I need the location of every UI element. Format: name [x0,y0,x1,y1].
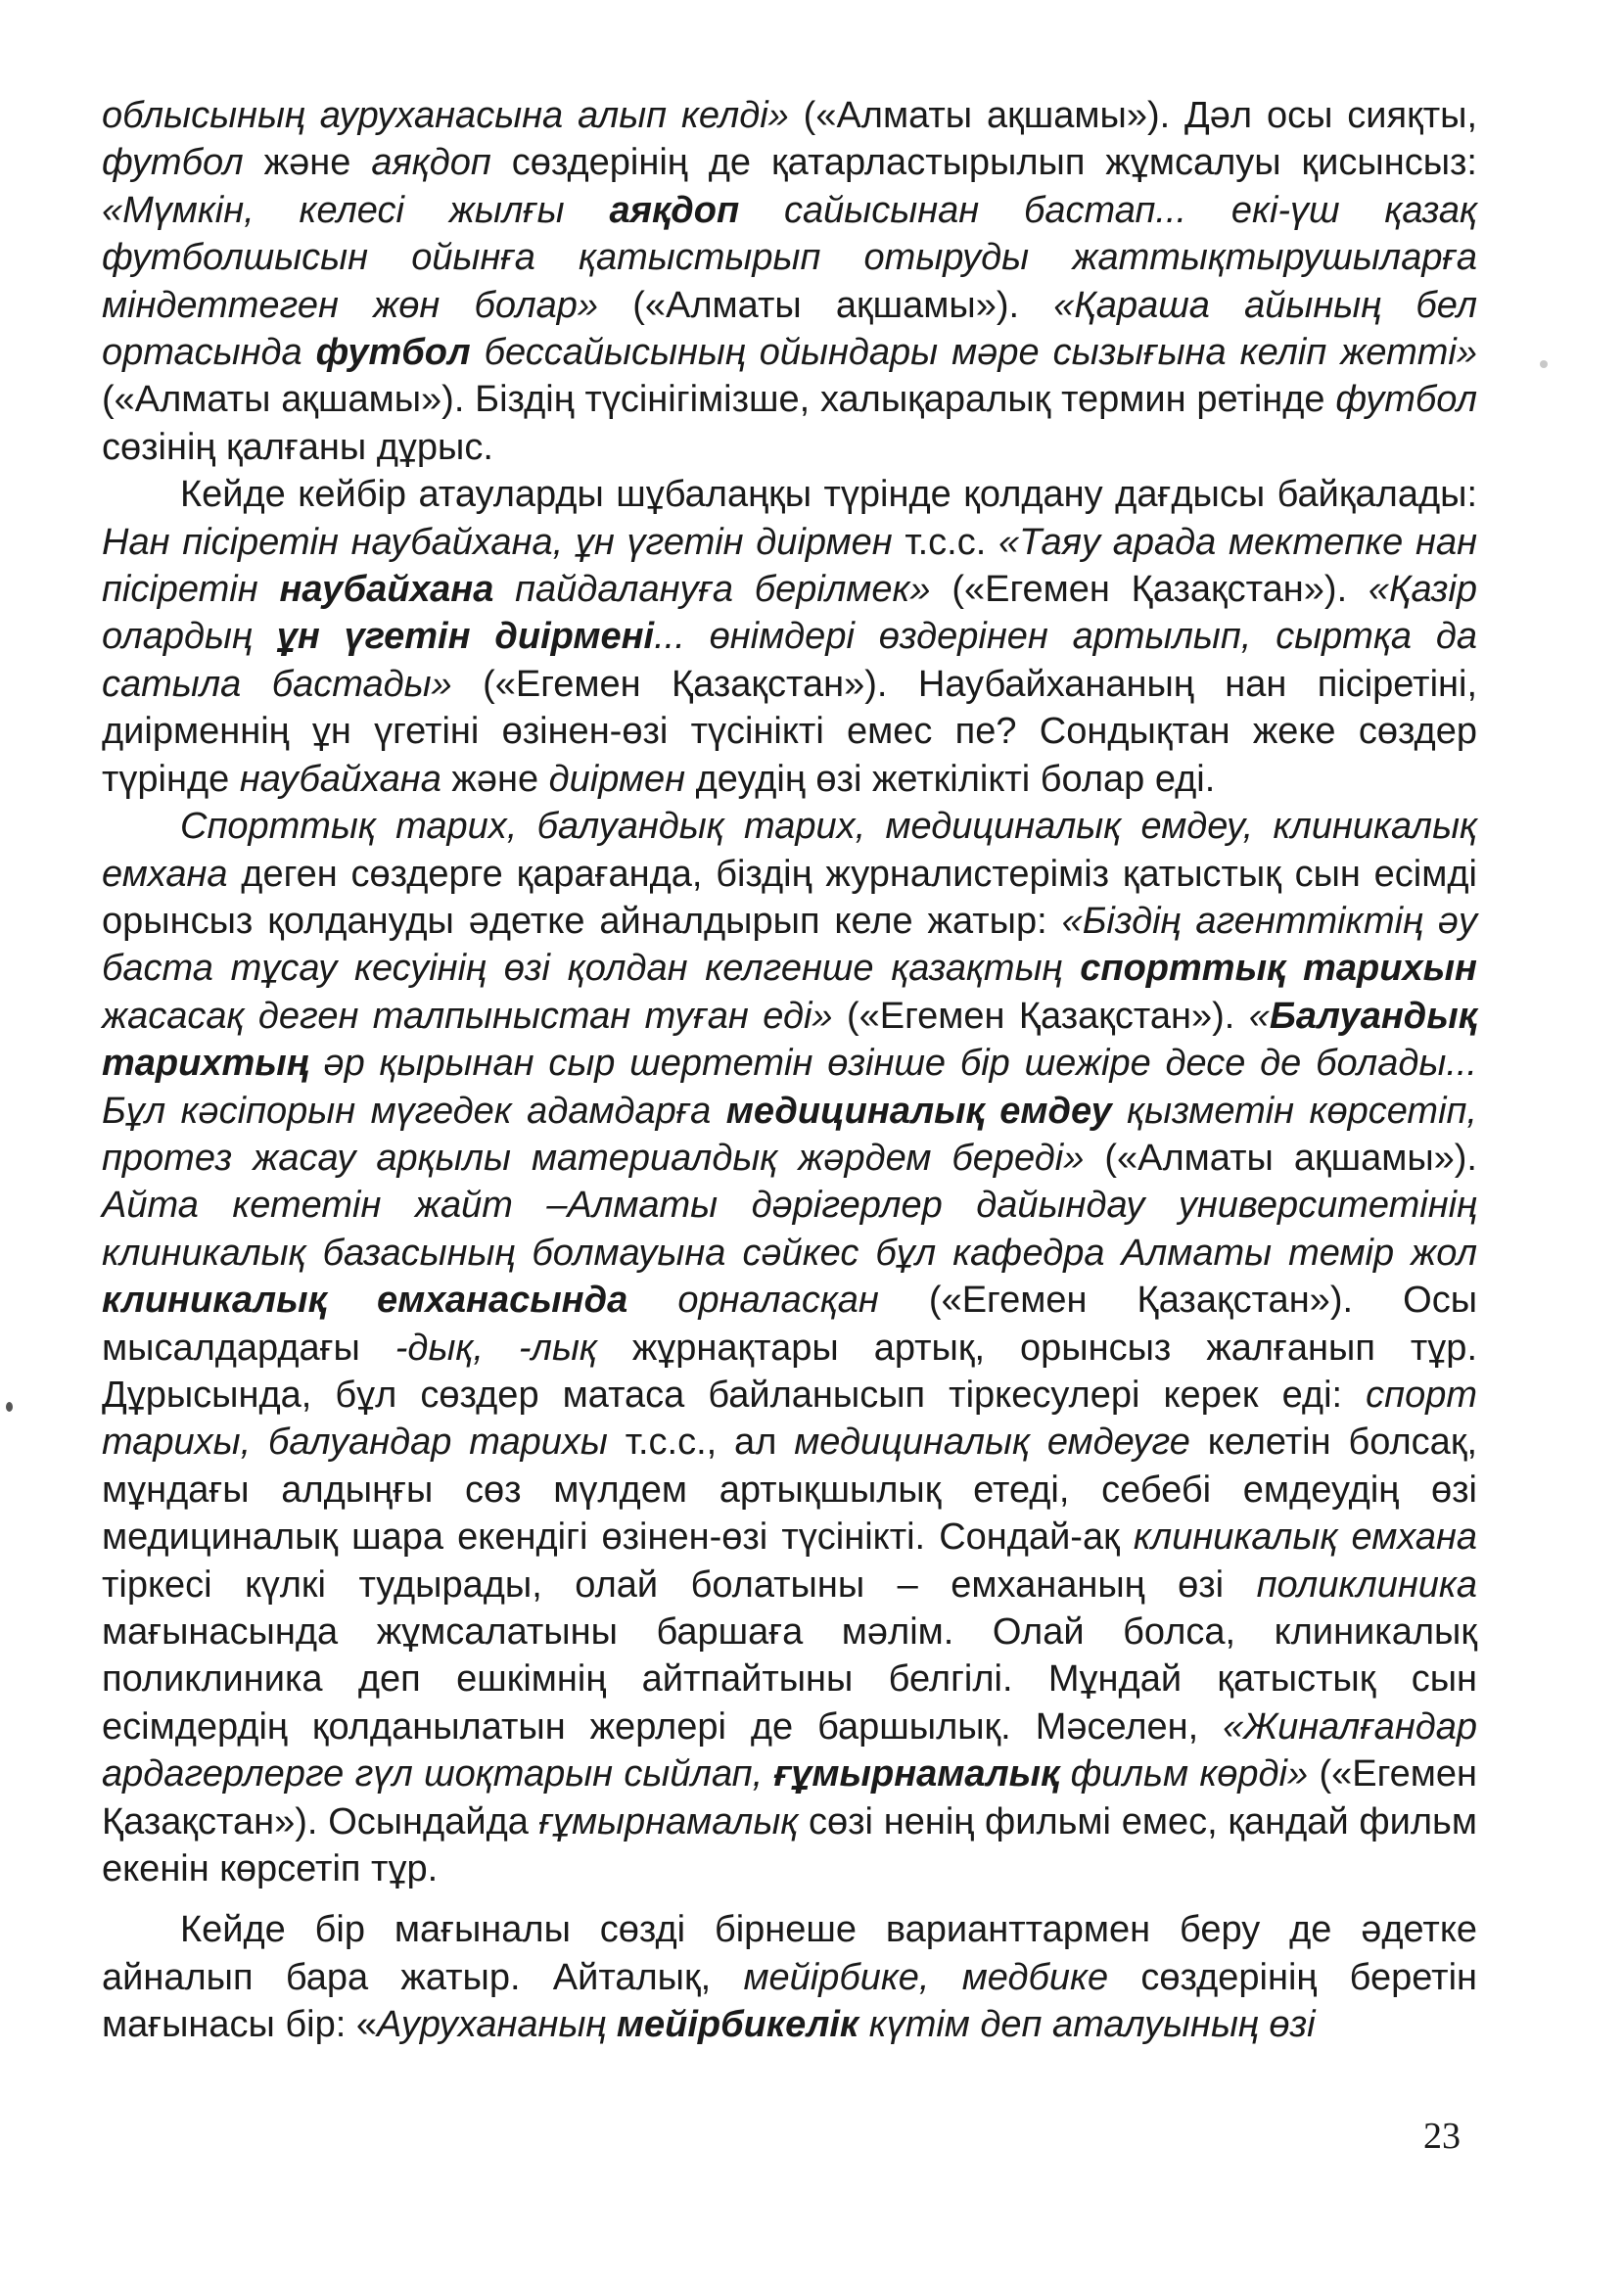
paragraph-2 [102,471,1477,803]
text-run: деген сөздерге қарағанда, біздің журналистеріміз қатыстық сын есімді орынсыз қолдануды әдетке айналдырып келе жатыр: [102,853,1477,942]
text-run: («Алматы ақшамы»). Дәл осы сияқты, [788,95,1477,136]
quoted-text: «Жиналғандар ардагерлерге гүл шоқтарын сыйлап, [102,1705,1477,1795]
text-run: мағынасында жұмсалатыны баршаға мәлім. Олай болса, клиникалық поликлиника деп ешкімнің айтпайтыны белгілі. Мұндай қатыстық сын есімдердің қолданылатын жерлері де баршылық. Мәселен, [102,1611,1477,1748]
text-run: («Егемен Қазақстан»). [930,569,1369,611]
text-run: сөзінің қалғаны дұрыс. [102,426,493,468]
text-run: Кейде бір мағыналы сөзді бірнеше варианттармен беру де әдетке айналып бара жатыр. Айталық, [102,1909,1477,1998]
emphasized-term: ұн үгетін диірмені [276,616,655,658]
quoted-text: клиникалық емхана [1133,1516,1478,1559]
text-run: («Егемен Қазақстан»). Наубайхананың нан пісіретіні, диірменнің ұн үгетіні өзінен-өзі түсінікті емес пе? Сондықтан жеке сөздер түрінде [102,663,1478,800]
quoted-text: бессайысының ойындары мәре сызығына келіп жетті» [470,332,1477,374]
text-run: сөзі ненің фильмі емес, қандай фильм екенін көрсетіп тұр. [102,1800,1477,1890]
text-run: деудің өзі жеткілікті болар еді. [685,758,1216,800]
quoted-text: Айта кететін жайт –Алматы дәрігерлер дайындау университетінің клиникалық базасының болмауына сәйкес бұл кафедра Алматы темір жол [102,1185,1477,1274]
quoted-text: ... өнімдері өздерінен артылып, сыртқа да сатыла бастады» [102,616,1478,705]
quoted-text: Нан пісіретін наубайхана, ұн үгетін диірмен [102,521,893,563]
emphasized-term: ғұмырнамалық [773,1753,1060,1795]
emphasized-term: Балуандық тарихтың [102,995,1477,1085]
quoted-text: диірмен [548,758,686,800]
emphasized-term: наубайхана [279,569,494,611]
quoted-text: Спорттық тарих, балуандық тарих, медициналық емдеу, клиникалық емхана [102,806,1477,895]
quoted-text: «Қазір олардың [102,569,1477,658]
quoted-text: -дық, -лық [394,1327,597,1369]
quoted-text: сайысынан бастап... екі-үш қазақ футболшысын ойынға қатыстырып отыруды жаттықтырушыларға міндеттеген жөн болар» [102,189,1477,326]
quoted-text: «Біздің агенттіктің әу баста тұсау кесуінің өзі қолдан келгенше қазақтың [102,900,1478,990]
text-run: сөздерінің де қатарластырылып жұмсалуы қисынсыз: [490,142,1477,184]
text-run: Кейде кейбір атауларды шұбалаңқы түрінде қолдану дағдысы байқалады: [180,474,1477,516]
text-run: («Алматы ақшамы»). Біздің түсінігімізше, халықаралық термин ретінде [102,379,1336,421]
quoted-text: қызметін көрсетіп, протез жасау арқылы материалдық жәрдем береді» [102,1090,1477,1179]
quoted-text: ғұмырнамалық [538,1800,799,1842]
quoted-text: мейірбике, медбике [743,1956,1109,1998]
scan-speck [1540,360,1548,368]
paragraph-3 [102,803,1477,1892]
quoted-text: пайдалануға берілмек» [493,569,931,611]
text-run: жұрнақтары артық, орынсыз жалғанып тұр. Дұрысында, бұл сөздер матаса байланысып тіркесулері керек еді: [102,1327,1478,1416]
emphasized-term: мейірбикелік [616,2004,859,2046]
quoted-text: орналасқан [627,1280,879,1322]
quoted-text: «Мүмкін, келесі жылғы [102,189,610,231]
text-run: т.с.с., ал [607,1422,795,1464]
quoted-text: әр қырынан сыр шертетін өзінше бір шежіре десе де болады... Бұл кәсіпорын мүгедек адамдарға [102,1043,1477,1132]
quoted-text: наубайхана [239,758,441,800]
quoted-text: күтім деп аталуының өзі [858,2004,1316,2046]
paragraph-4 [102,1906,1477,2048]
text-run: тіркесі күлкі тудырады, олай болатыны – емхананың өзі [102,1563,1257,1606]
emphasized-term: медициналық емдеу [725,1090,1112,1132]
emphasized-term: аяқдоп [609,189,740,231]
text-run: («Егемен Қазақстан»). Осындайда [102,1753,1477,1842]
quoted-text: жасасақ деген талпыныстан туған еді» [102,995,833,1037]
text-run: («Алматы ақшамы»). [1084,1137,1477,1179]
quoted-text: футбол [1335,379,1477,421]
text-run: және [243,142,372,184]
paragraph-1 [102,92,1477,471]
quoted-text: «Таяу арада мектепке нан пісіретін [102,521,1477,611]
quoted-text: аяқдоп [371,142,491,184]
text-run: («Егемен Қазақстан»). Осы мысалдардағы [102,1280,1477,1369]
quoted-text: медициналық емдеуге [794,1422,1190,1464]
quoted-text: фильм көрді» [1059,1753,1309,1795]
quoted-text: «Қараша айының бел ортасында [102,284,1477,374]
scan-speck [6,1402,13,1412]
text-run: («Егемен Қазақстан»). [832,995,1249,1037]
text-run: т.с.с. [892,521,999,563]
page-number: 23 [1423,2116,1461,2157]
quoted-text: облысының ауруханасына алып келді» [102,95,789,136]
quoted-text: поликлиника [1256,1563,1477,1606]
text-run: сөздерінің беретін мағынасы бір: « [102,1956,1477,2046]
quoted-text: футбол [102,142,244,184]
quoted-text: Аурухананың [377,2004,617,2046]
body-text [102,92,1477,2049]
quoted-text: « [1248,995,1270,1037]
text-run: келетін болсақ, мұндағы алдыңғы сөз мүлдем артықшылық етеді, себебі емдеудің өзі медициналық шара екендігі өзінен-өзі түсінікті. Сондай-ақ [102,1422,1477,1559]
text-run: және [441,758,549,800]
quoted-text: спорт тарихы, балуандар тарихы [102,1374,1477,1464]
emphasized-term: клиникалық емханасында [102,1280,628,1322]
text-run: («Алматы ақшамы»). [598,284,1054,326]
emphasized-term: спорттық тарихын [1080,948,1477,990]
emphasized-term: футбол [315,332,471,374]
